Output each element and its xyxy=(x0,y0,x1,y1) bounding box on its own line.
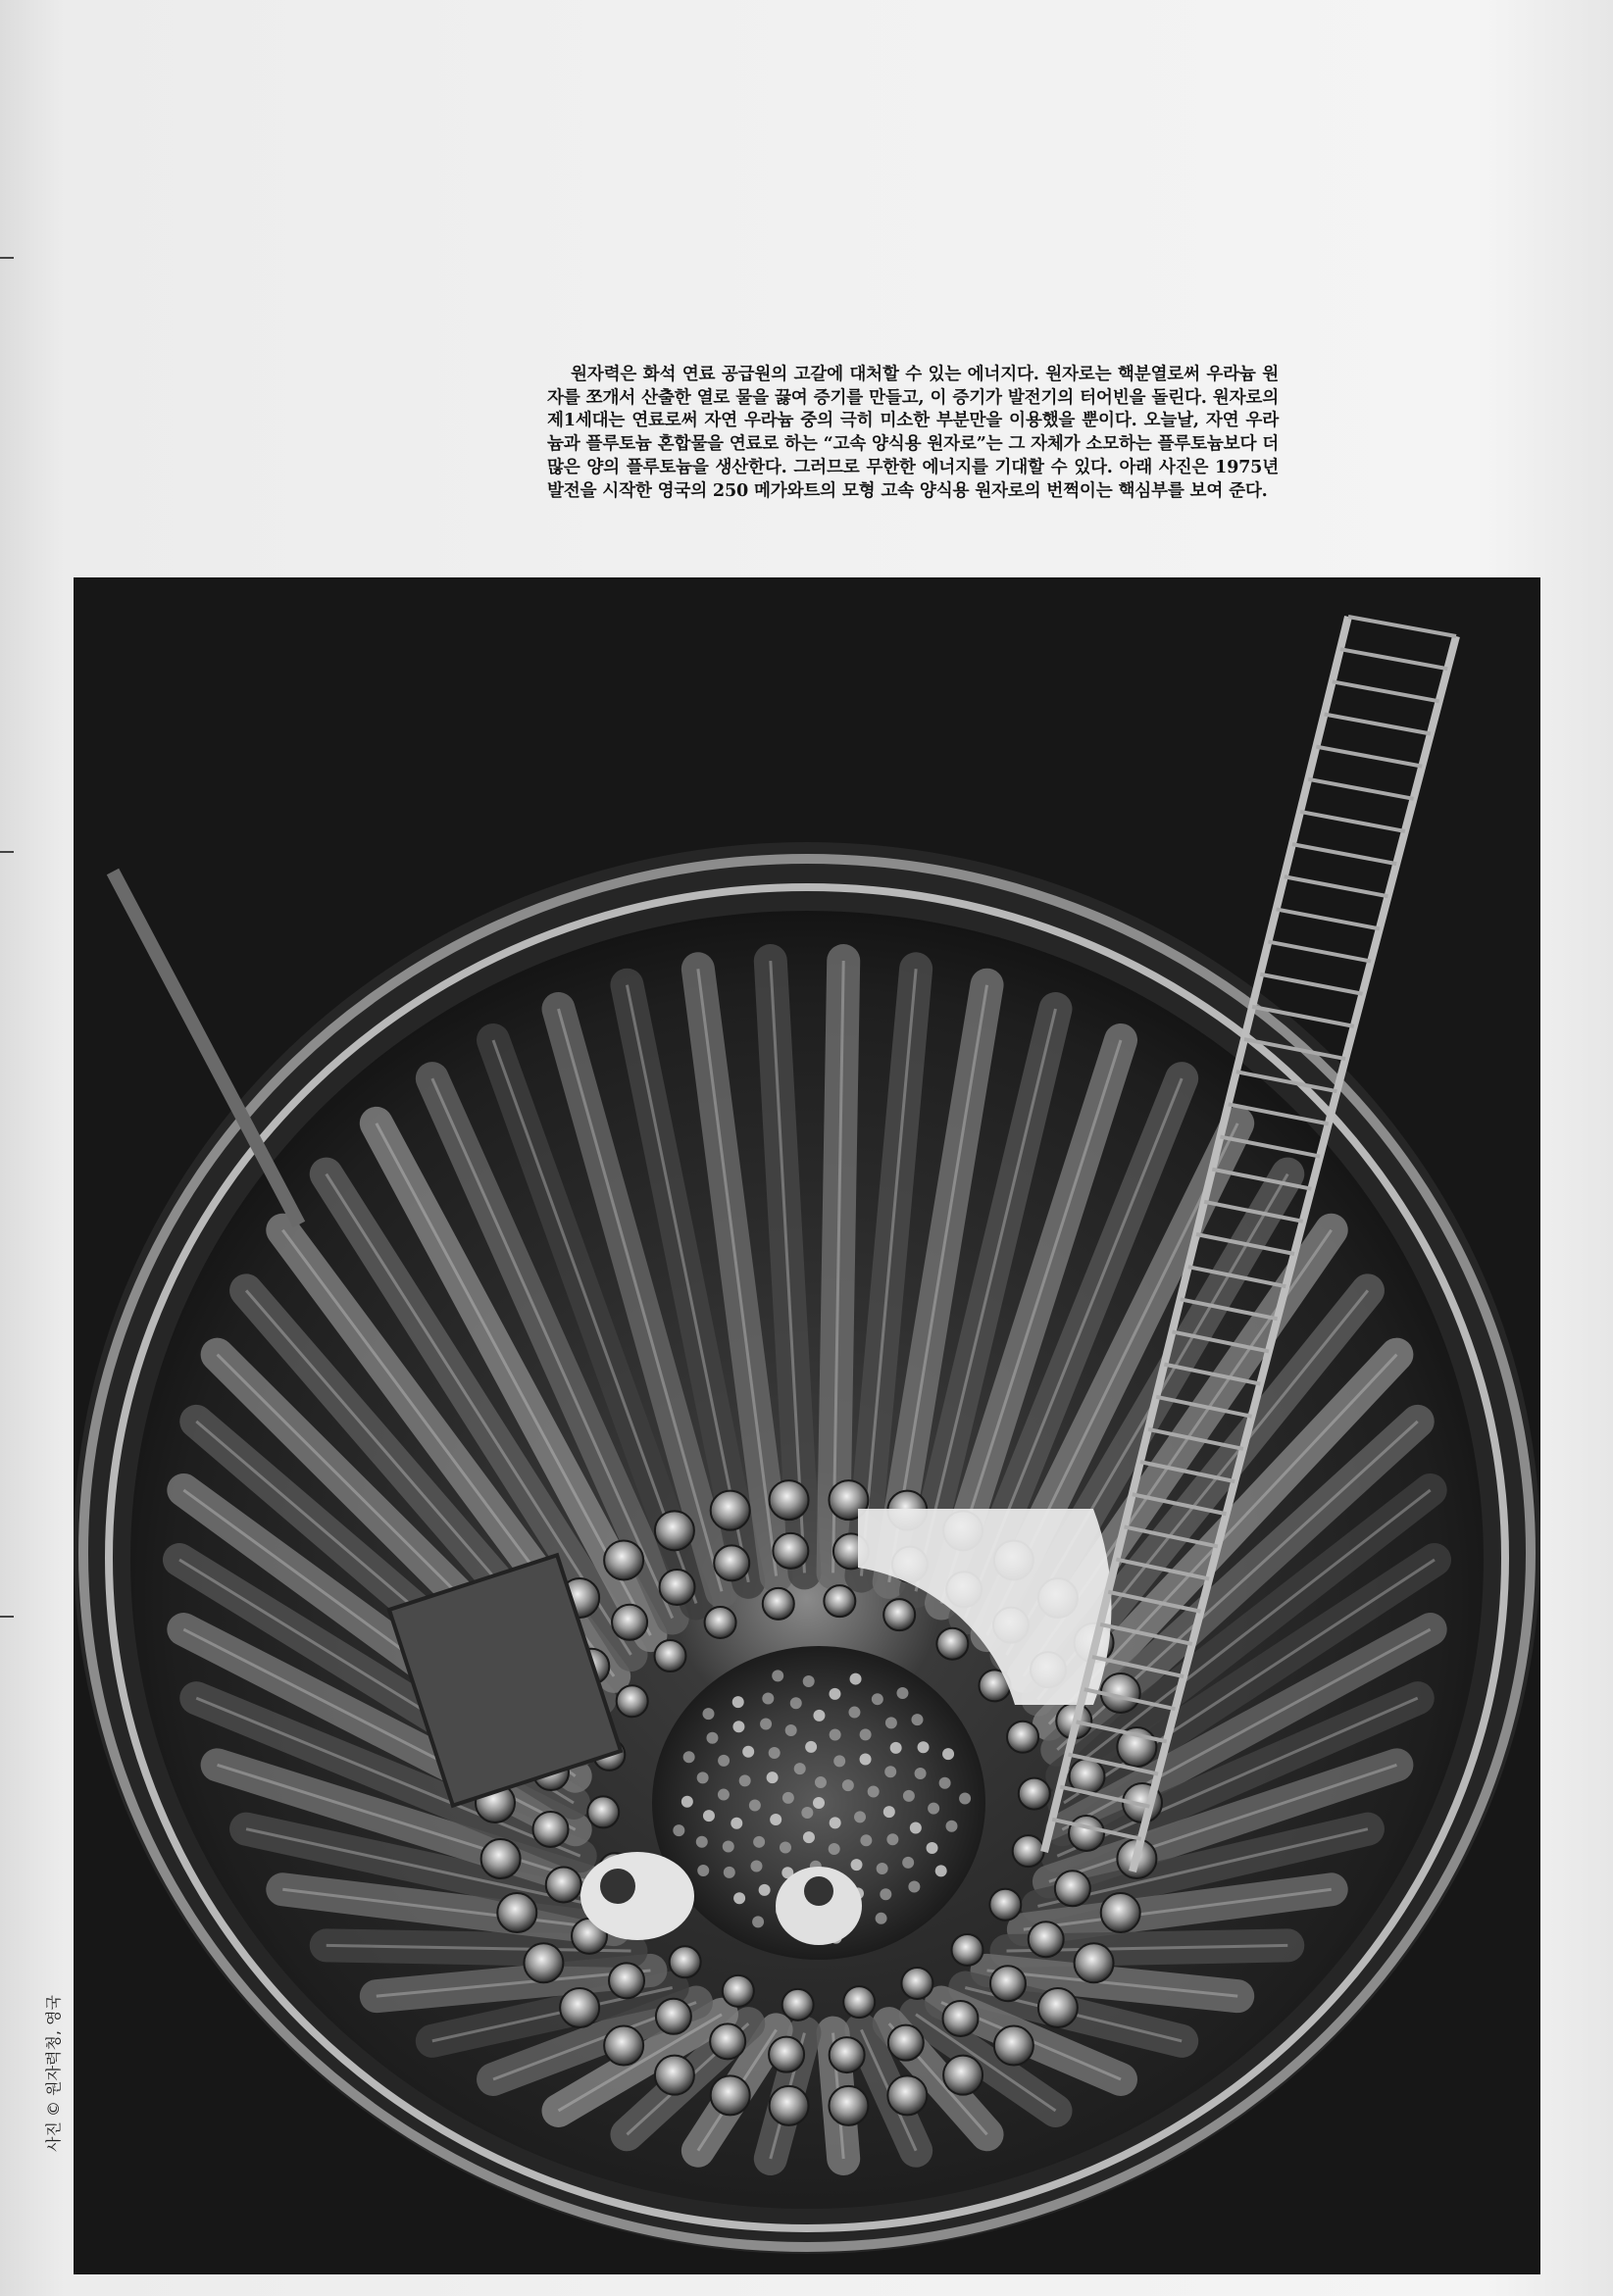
assembly-cap xyxy=(714,1545,749,1580)
assembly-cap xyxy=(524,1943,563,1982)
core-element xyxy=(794,1763,806,1774)
core-element xyxy=(813,1797,825,1809)
core-element xyxy=(860,1834,872,1846)
assembly-cap xyxy=(546,1867,581,1902)
core-element xyxy=(854,1811,866,1822)
core-element xyxy=(696,1836,708,1848)
assembly-cap xyxy=(888,2025,924,2061)
core-element xyxy=(801,1807,813,1819)
core-element xyxy=(706,1732,718,1744)
core-element xyxy=(896,1687,908,1699)
core-element xyxy=(782,1792,794,1804)
core-element xyxy=(959,1793,971,1805)
assembly-cap xyxy=(1055,1871,1090,1906)
assembly-cap xyxy=(655,1640,686,1672)
core-element xyxy=(902,1857,914,1869)
core-element xyxy=(939,1777,951,1789)
assembly-cap xyxy=(951,1934,983,1966)
core-element xyxy=(842,1779,854,1791)
core-element xyxy=(915,1768,927,1779)
core-element xyxy=(724,1867,735,1878)
core-element xyxy=(815,1776,827,1788)
assembly-cap xyxy=(843,1986,875,2018)
assembly-cap xyxy=(655,1511,694,1550)
core-element xyxy=(884,1766,896,1777)
core-element xyxy=(749,1800,761,1812)
caption-text: 원자력은 화석 연료 공급원의 고갈에 대처할 수 있는 에너지다. 원자로는 핵분열로써 우라늄 원자를 쪼개서 산출한 열로 물을 끓여 증기를 만들고, 이 증기가 발전기의 터어빈을 돌린다. 원자로의 제1세대는 연료로써 자연 우라늄 중의 극히 미소한 부분만을 이용했을 뿐이다. 오늘날, 자연 우라늄과 플루토늄 혼합물을 연료로 하는 “고속 양식용 원자로”는 그 자체가 소모하는 플루토늄보다 더 많은 양의 플루토늄을 생산한다. 그러므로 무한한 에너지를 기대할 수 있다. 아래 사진은 1975년 발전을 시작한 영국의 250 메가와트의 모형 고속 양식용 원자로의 번쩍이는 핵심부를 보여 준다. xyxy=(547,364,1279,501)
core-element xyxy=(770,1814,781,1825)
worker-helmet xyxy=(600,1869,635,1904)
assembly-cap xyxy=(1019,1778,1050,1810)
core-element xyxy=(733,1892,745,1904)
core-element xyxy=(833,1755,845,1767)
assembly-cap xyxy=(711,1491,750,1530)
assembly-cap xyxy=(829,2086,868,2125)
core-element xyxy=(732,1721,744,1732)
core-element xyxy=(848,1707,860,1719)
core-element xyxy=(911,1714,923,1725)
core-element xyxy=(742,1746,754,1758)
core-element xyxy=(767,1772,779,1783)
core-element xyxy=(790,1697,802,1709)
core-element xyxy=(673,1824,684,1836)
core-element xyxy=(918,1741,930,1753)
core-element xyxy=(927,1842,938,1854)
core-element xyxy=(780,1841,791,1853)
assembly-cap xyxy=(609,1963,644,1998)
core-element xyxy=(697,1865,709,1876)
assembly-cap xyxy=(773,1533,808,1569)
core-element xyxy=(683,1751,695,1763)
core-element xyxy=(785,1724,797,1736)
core-element xyxy=(731,1818,742,1829)
margin-mark xyxy=(0,851,14,853)
margin-mark xyxy=(0,1616,14,1618)
assembly-cap xyxy=(670,1946,701,1977)
assembly-cap xyxy=(782,1989,814,2021)
core-element xyxy=(860,1754,872,1766)
assembly-cap xyxy=(901,1968,933,1999)
reactor-core-illustration xyxy=(74,577,1540,2274)
assembly-cap xyxy=(883,1599,915,1630)
assembly-cap xyxy=(711,2075,750,2115)
core-element xyxy=(718,1755,730,1767)
assembly-cap xyxy=(990,1966,1026,2001)
core-element xyxy=(935,1865,947,1876)
core-element xyxy=(772,1670,783,1681)
assembly-cap xyxy=(604,1540,643,1579)
core-element xyxy=(829,1688,840,1700)
core-element xyxy=(908,1880,920,1892)
core-element xyxy=(681,1796,693,1808)
assembly-cap xyxy=(617,1685,648,1717)
photo-credit: 사진 © 원자력청, 영국 xyxy=(44,1995,63,2152)
core-element xyxy=(697,1772,709,1783)
core-element xyxy=(739,1774,751,1786)
assembly-cap xyxy=(769,2037,804,2072)
core-element xyxy=(890,1742,902,1754)
core-element xyxy=(945,1821,957,1832)
core-element xyxy=(850,1673,862,1685)
core-element xyxy=(851,1859,863,1871)
assembly-cap xyxy=(830,2037,865,2072)
assembly-cap xyxy=(497,1893,536,1932)
assembly-cap xyxy=(1007,1722,1038,1753)
core-element xyxy=(903,1790,915,1802)
assembly-cap xyxy=(943,2056,983,2095)
core-element xyxy=(805,1741,817,1753)
core-element xyxy=(886,1833,898,1845)
assembly-cap xyxy=(705,1607,736,1638)
assembly-cap xyxy=(660,1570,695,1605)
assembly-cap xyxy=(1013,1835,1044,1867)
core-element xyxy=(877,1863,888,1874)
assembly-cap xyxy=(532,1812,568,1847)
assembly-cap xyxy=(1029,1922,1064,1957)
assembly-cap xyxy=(989,1889,1021,1921)
core-element xyxy=(830,1728,841,1740)
assembly-cap xyxy=(604,2026,643,2066)
core-element xyxy=(702,1708,714,1720)
reactor-core-photo xyxy=(74,577,1540,2274)
assembly-cap xyxy=(1038,1988,1078,2027)
assembly-cap xyxy=(824,1585,855,1617)
core-element xyxy=(868,1785,880,1797)
core-element xyxy=(753,1836,765,1848)
core-element xyxy=(876,1913,887,1924)
assembly-cap xyxy=(770,1480,809,1520)
core-element xyxy=(829,1843,840,1855)
core-element xyxy=(803,1675,815,1687)
assembly-cap xyxy=(942,2001,978,2036)
core-element xyxy=(752,1916,764,1927)
core-element xyxy=(860,1728,872,1740)
assembly-cap xyxy=(656,1999,691,2034)
assembly-cap xyxy=(560,1988,599,2027)
core-element xyxy=(928,1803,939,1815)
assembly-cap xyxy=(723,1975,754,2007)
core-element xyxy=(942,1748,954,1760)
core-element xyxy=(723,1841,734,1853)
core-element xyxy=(880,1888,891,1900)
core-element xyxy=(872,1693,883,1705)
core-element xyxy=(760,1718,772,1729)
assembly-cap xyxy=(887,2075,927,2115)
assembly-cap xyxy=(1101,1893,1140,1932)
assembly-cap xyxy=(710,2023,745,2059)
core-element xyxy=(883,1806,895,1818)
worker-helmet xyxy=(804,1876,833,1906)
core-element xyxy=(762,1693,774,1705)
assembly-cap xyxy=(481,1839,521,1878)
core-element xyxy=(769,1747,781,1759)
margin-mark xyxy=(0,257,14,259)
core-element xyxy=(759,1884,771,1896)
assembly-cap xyxy=(655,2056,694,2095)
core-element xyxy=(910,1822,922,1833)
core-element xyxy=(885,1717,897,1728)
caption-block xyxy=(547,363,1279,502)
core-element xyxy=(732,1696,744,1708)
assembly-cap xyxy=(763,1588,794,1620)
assembly-cap xyxy=(1069,1816,1104,1851)
core-element xyxy=(750,1861,762,1872)
assembly-cap xyxy=(994,2026,1033,2066)
assembly-cap xyxy=(936,1628,968,1660)
worker-figure xyxy=(580,1852,694,1940)
assembly-cap xyxy=(587,1796,619,1827)
assembly-cap xyxy=(770,2086,809,2125)
core-element xyxy=(718,1789,730,1801)
core-element xyxy=(830,1817,841,1828)
core-element xyxy=(813,1710,825,1722)
core-element xyxy=(703,1810,715,1822)
assembly-cap xyxy=(1075,1943,1114,1982)
assembly-cap xyxy=(612,1605,647,1640)
core-element xyxy=(803,1831,815,1843)
